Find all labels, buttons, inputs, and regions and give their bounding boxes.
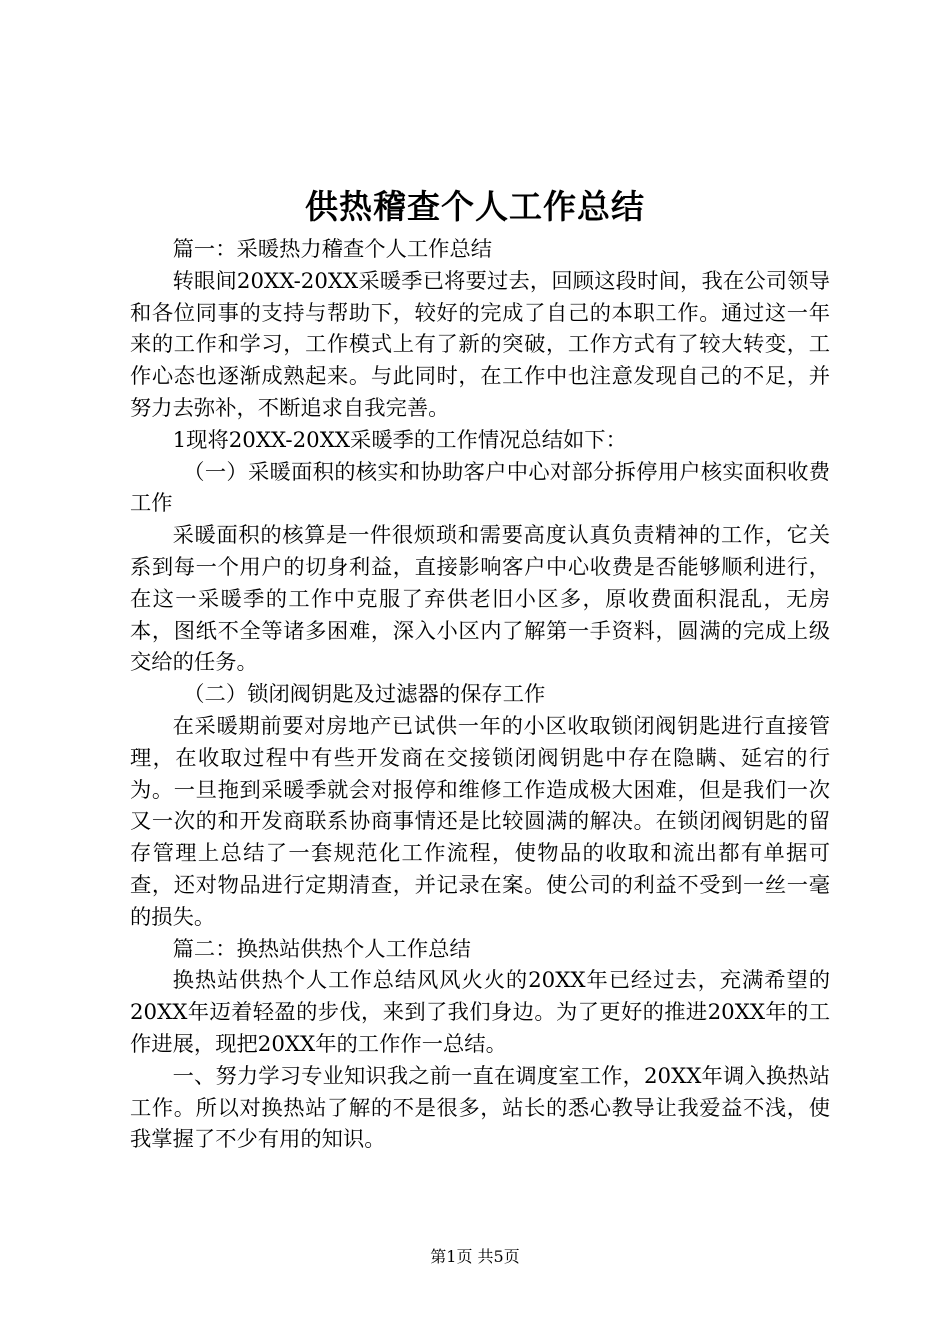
document-body bbox=[130, 234, 830, 1156]
paragraph: 在采暖期前要对房地产已试供一年的小区收取锁闭阀钥匙进行直接管理，在收取过程中有些开发商在交接锁闭阀钥匙中存在隐瞒、延宕的行为。一旦拖到采暖季就会对报停和维修工作造成极大困难，但是我们一次又一次的和开发商联系协商事情还是比较圆满的解决。在锁闭阀钥匙的留存管理上总结了一套规范化工作流程，使物品的收取和流出都有单据可查，还对物品进行定期清查，并记录在案。使公司的利益不受到一丝一毫的损失。 bbox=[130, 713, 830, 930]
section-heading-1: 篇一：采暖热力稽查个人工作总结 bbox=[172, 237, 493, 262]
paragraph: 采暖面积的核算是一件很烦琐和需要高度认真负责精神的工作，它关系到每一个用户的切身利益，直接影响客户中心收费是否能够顺利进行，在这一采暖季的工作中克服了弃供老旧小区多，原收费面积混乱，无房本，图纸不全等诸多困难，深入小区内了解第一手资料，圆满的完成上级交给的任务。 bbox=[130, 523, 830, 676]
paragraph: 转眼间20XX-20XX采暖季已将要过去，回顾这段时间，我在公司领导和各位同事的支持与帮助下，较好的完成了自己的本职工作。通过这一年来的工作和学习，工作模式上有了新的突破，工作方式有了较大转变，工作心态也逐渐成熟起来。与此同时，在工作中也注意发现自己的不足，并努力去弥补，不断追求自我完善。 bbox=[130, 268, 830, 421]
subheading-2: （二）锁闭阀钥匙及过滤器的保存工作 bbox=[183, 682, 546, 708]
document-title: 供热稽查个人工作总结 bbox=[305, 187, 645, 226]
subheading-1: （一）采暖面积的核实和协助客户中心对部分拆停用户核实面积收费工作 bbox=[130, 459, 830, 517]
section-heading-2: 篇二：换热站供热个人工作总结 bbox=[172, 936, 471, 962]
paragraph: 换热站供热个人工作总结风风火火的20XX年已经过去，充满希望的20XX年迈着轻盈的步伐，来到了我们身边。为了更好的推进20XX年的工作进展，现把20XX年的工作作一总结。 bbox=[130, 968, 830, 1057]
paragraph: 一、努力学习专业知识我之前一直在调度室工作，20XX年调入换热站工作。所以对换热站了解的不是很多，站长的悉心教导让我爱益不浅，使我掌握了不少有用的知识。 bbox=[130, 1063, 830, 1153]
page-footer: 第1页 共5页 bbox=[430, 1247, 520, 1266]
paragraph: 1现将20XX-20XX采暖季的工作情况总结如下： bbox=[172, 427, 627, 453]
